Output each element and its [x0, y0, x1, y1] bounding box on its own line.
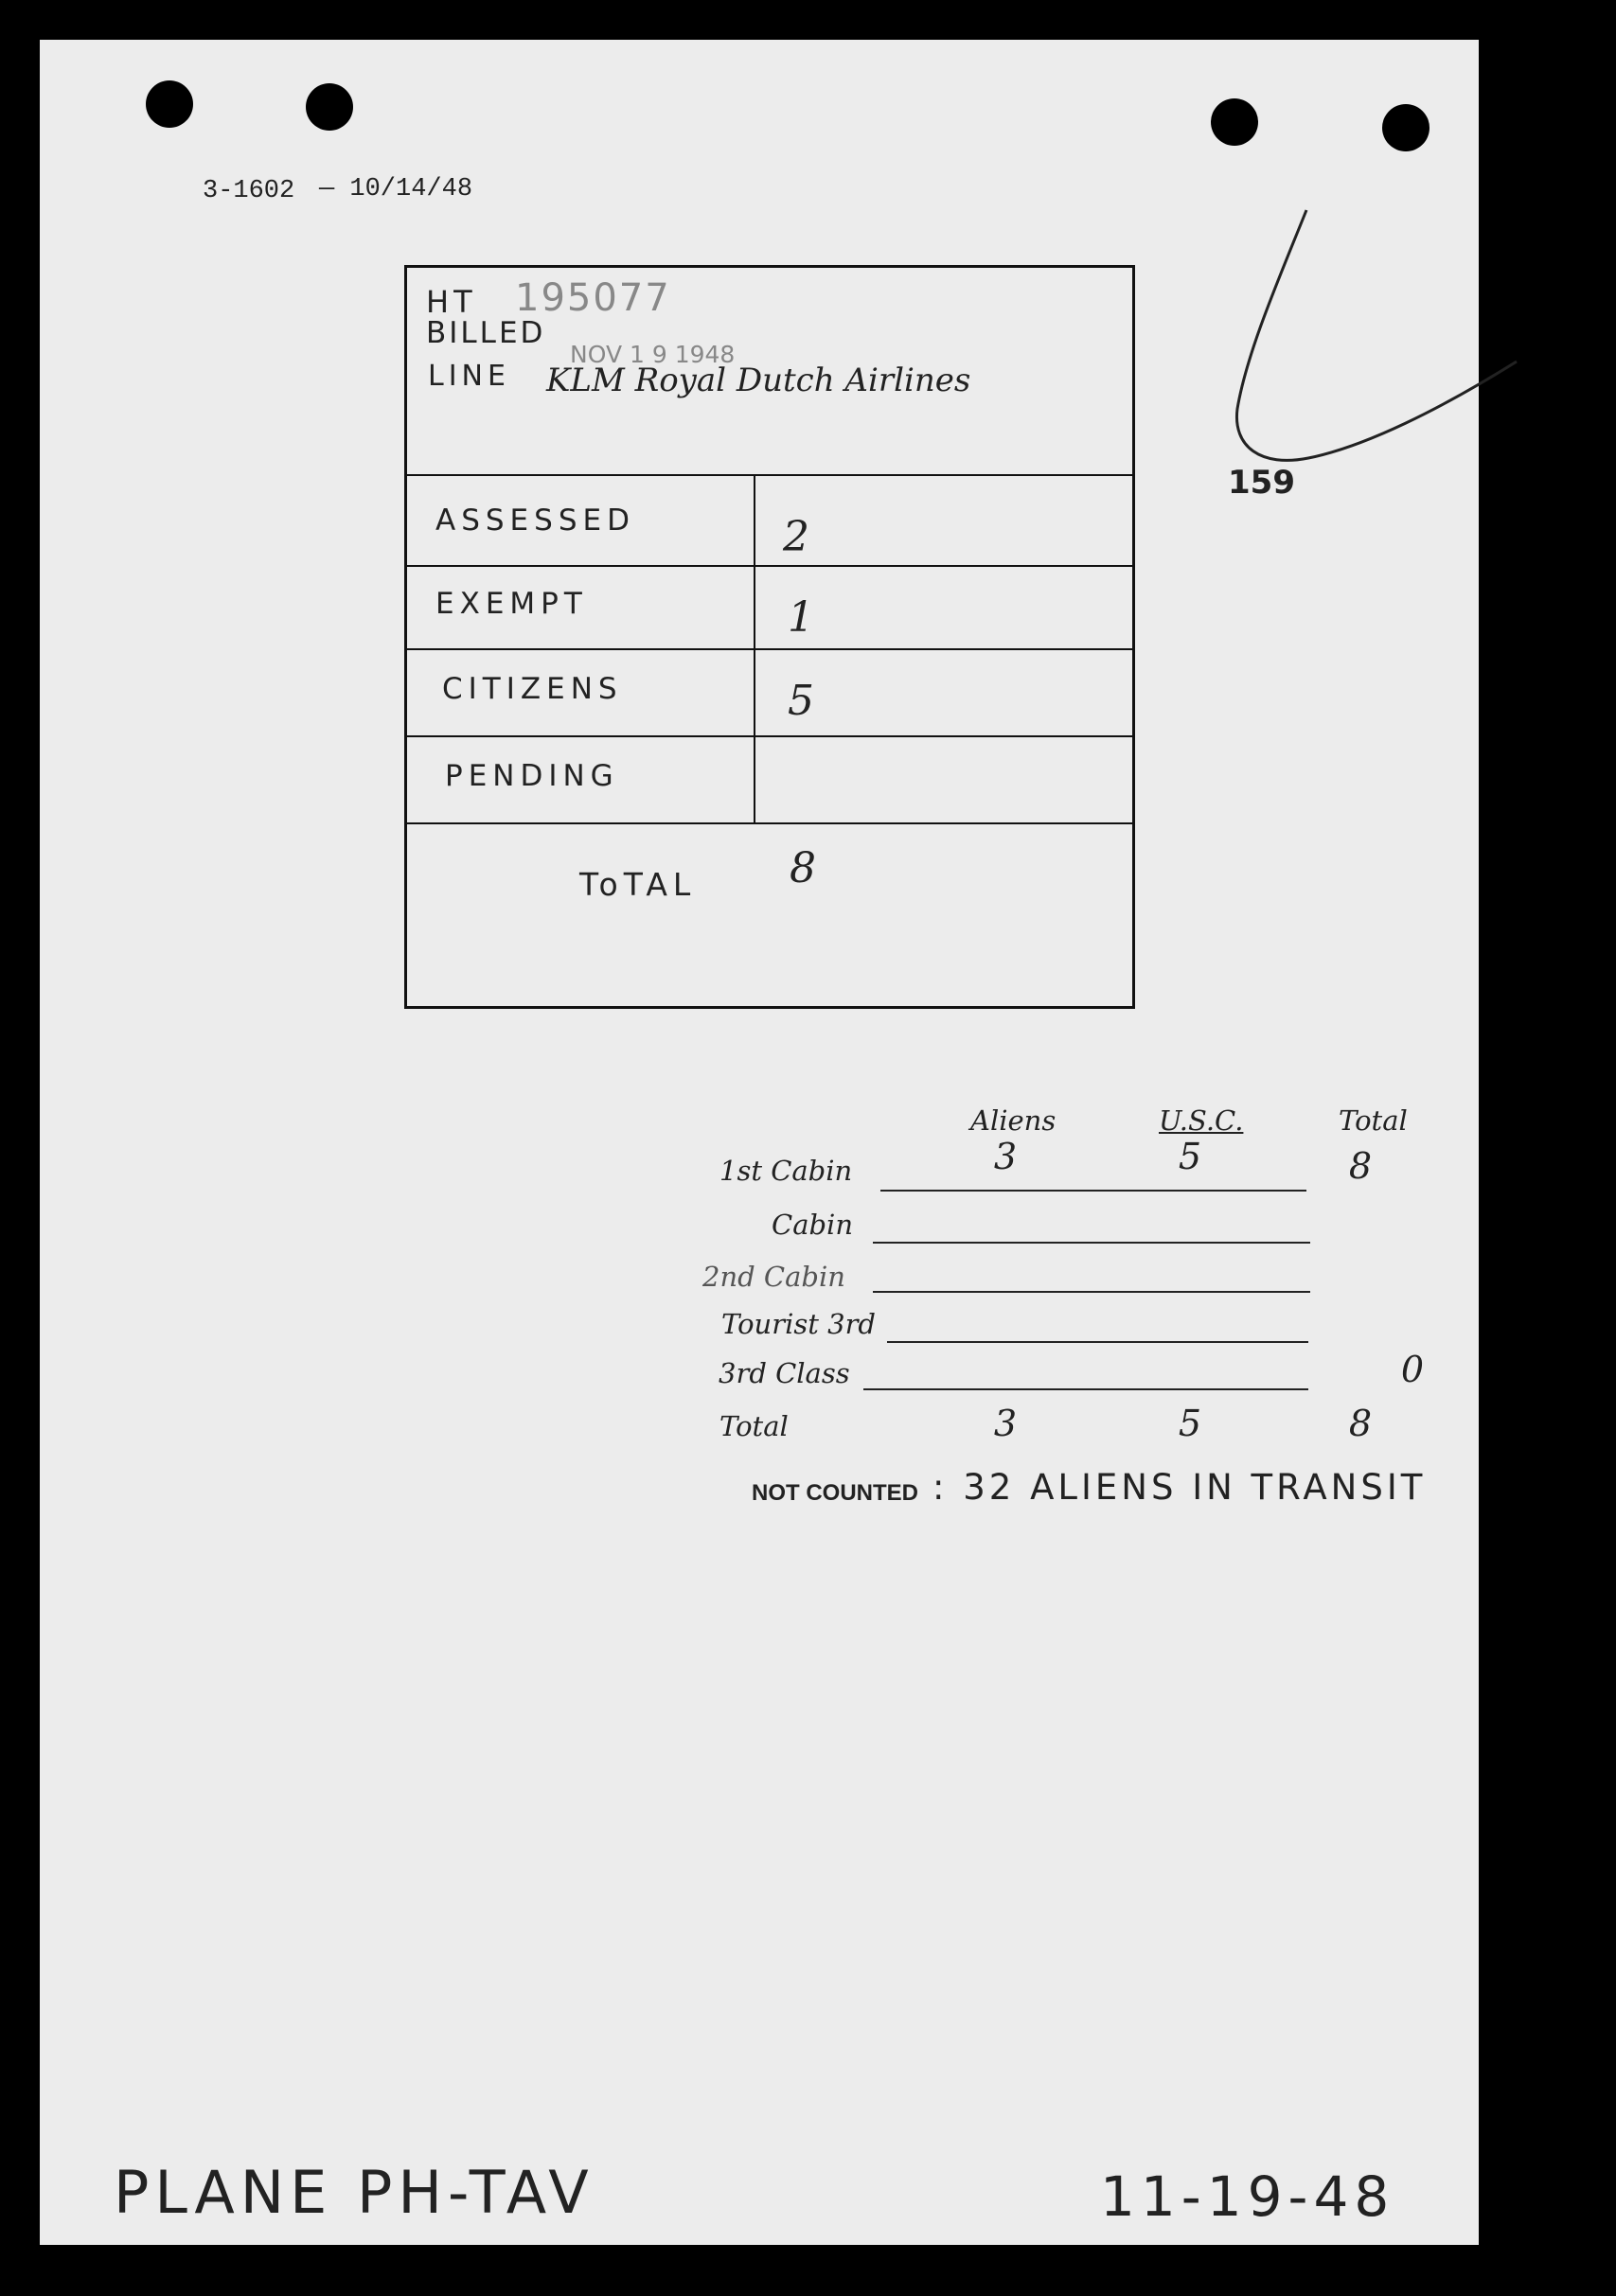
assessed-label: ASSESSED [435, 503, 635, 538]
not-counted-label: NOT COUNTED [752, 1480, 918, 1506]
pending-label: PENDING [445, 759, 619, 793]
billed-date-stamp: NOV 1 9 1948 [570, 341, 736, 368]
tally-row-label: Total [719, 1410, 789, 1442]
punch-hole [306, 83, 353, 131]
tally-row-label: 3rd Class [719, 1357, 850, 1389]
document-page [40, 40, 1479, 2245]
plane-id: PLANE PH-TAV [114, 2158, 595, 2227]
form-date: — 10/14/48 [319, 175, 473, 203]
tally-cell: 3 [993, 1136, 1018, 1177]
line-value: KLM Royal Dutch Airlines [546, 362, 971, 399]
not-counted-value: : 32 ALIENS IN TRANSIT [932, 1467, 1427, 1508]
punch-hole [1382, 104, 1430, 151]
column-header-total: Total [1339, 1104, 1408, 1137]
billed-label: BILLED [426, 316, 546, 350]
tally-row-label: Cabin [772, 1209, 853, 1241]
tally-row-label: 1st Cabin [719, 1155, 853, 1187]
assessed-value: 2 [783, 513, 809, 561]
column-header-aliens: Aliens [970, 1104, 1057, 1137]
total-value: 8 [790, 844, 816, 892]
citizens-label: CITIZENS [442, 672, 623, 706]
ht-label: HT [426, 284, 477, 320]
tally-row-label: 2nd Cabin [702, 1261, 845, 1293]
tally-cell: 8 [1348, 1145, 1373, 1187]
ht-number: 195077 [515, 276, 671, 320]
form-code: 3-1602 [203, 177, 295, 205]
pencil-mark [1195, 163, 1536, 503]
total-label: ToTAL [579, 866, 697, 903]
citizens-value: 5 [788, 677, 814, 725]
tally-row-label: Tourist 3rd [721, 1308, 876, 1340]
tally-cell: 5 [1178, 1136, 1202, 1177]
column-header-usc: U.S.C. [1159, 1104, 1244, 1137]
punch-hole [1211, 98, 1258, 146]
tally-cell: 3 [993, 1403, 1018, 1444]
exempt-label: EXEMPT [435, 587, 588, 621]
page-number: 159 [1228, 464, 1295, 502]
handwritten-date: 11-19-48 [1100, 2164, 1395, 2229]
tally-cell: 5 [1178, 1403, 1202, 1444]
punch-hole [146, 80, 193, 128]
line-label: LINE [428, 360, 510, 393]
tally-cell: 0 [1400, 1349, 1425, 1390]
tally-cell: 8 [1348, 1403, 1373, 1444]
exempt-value: 1 [788, 593, 814, 642]
